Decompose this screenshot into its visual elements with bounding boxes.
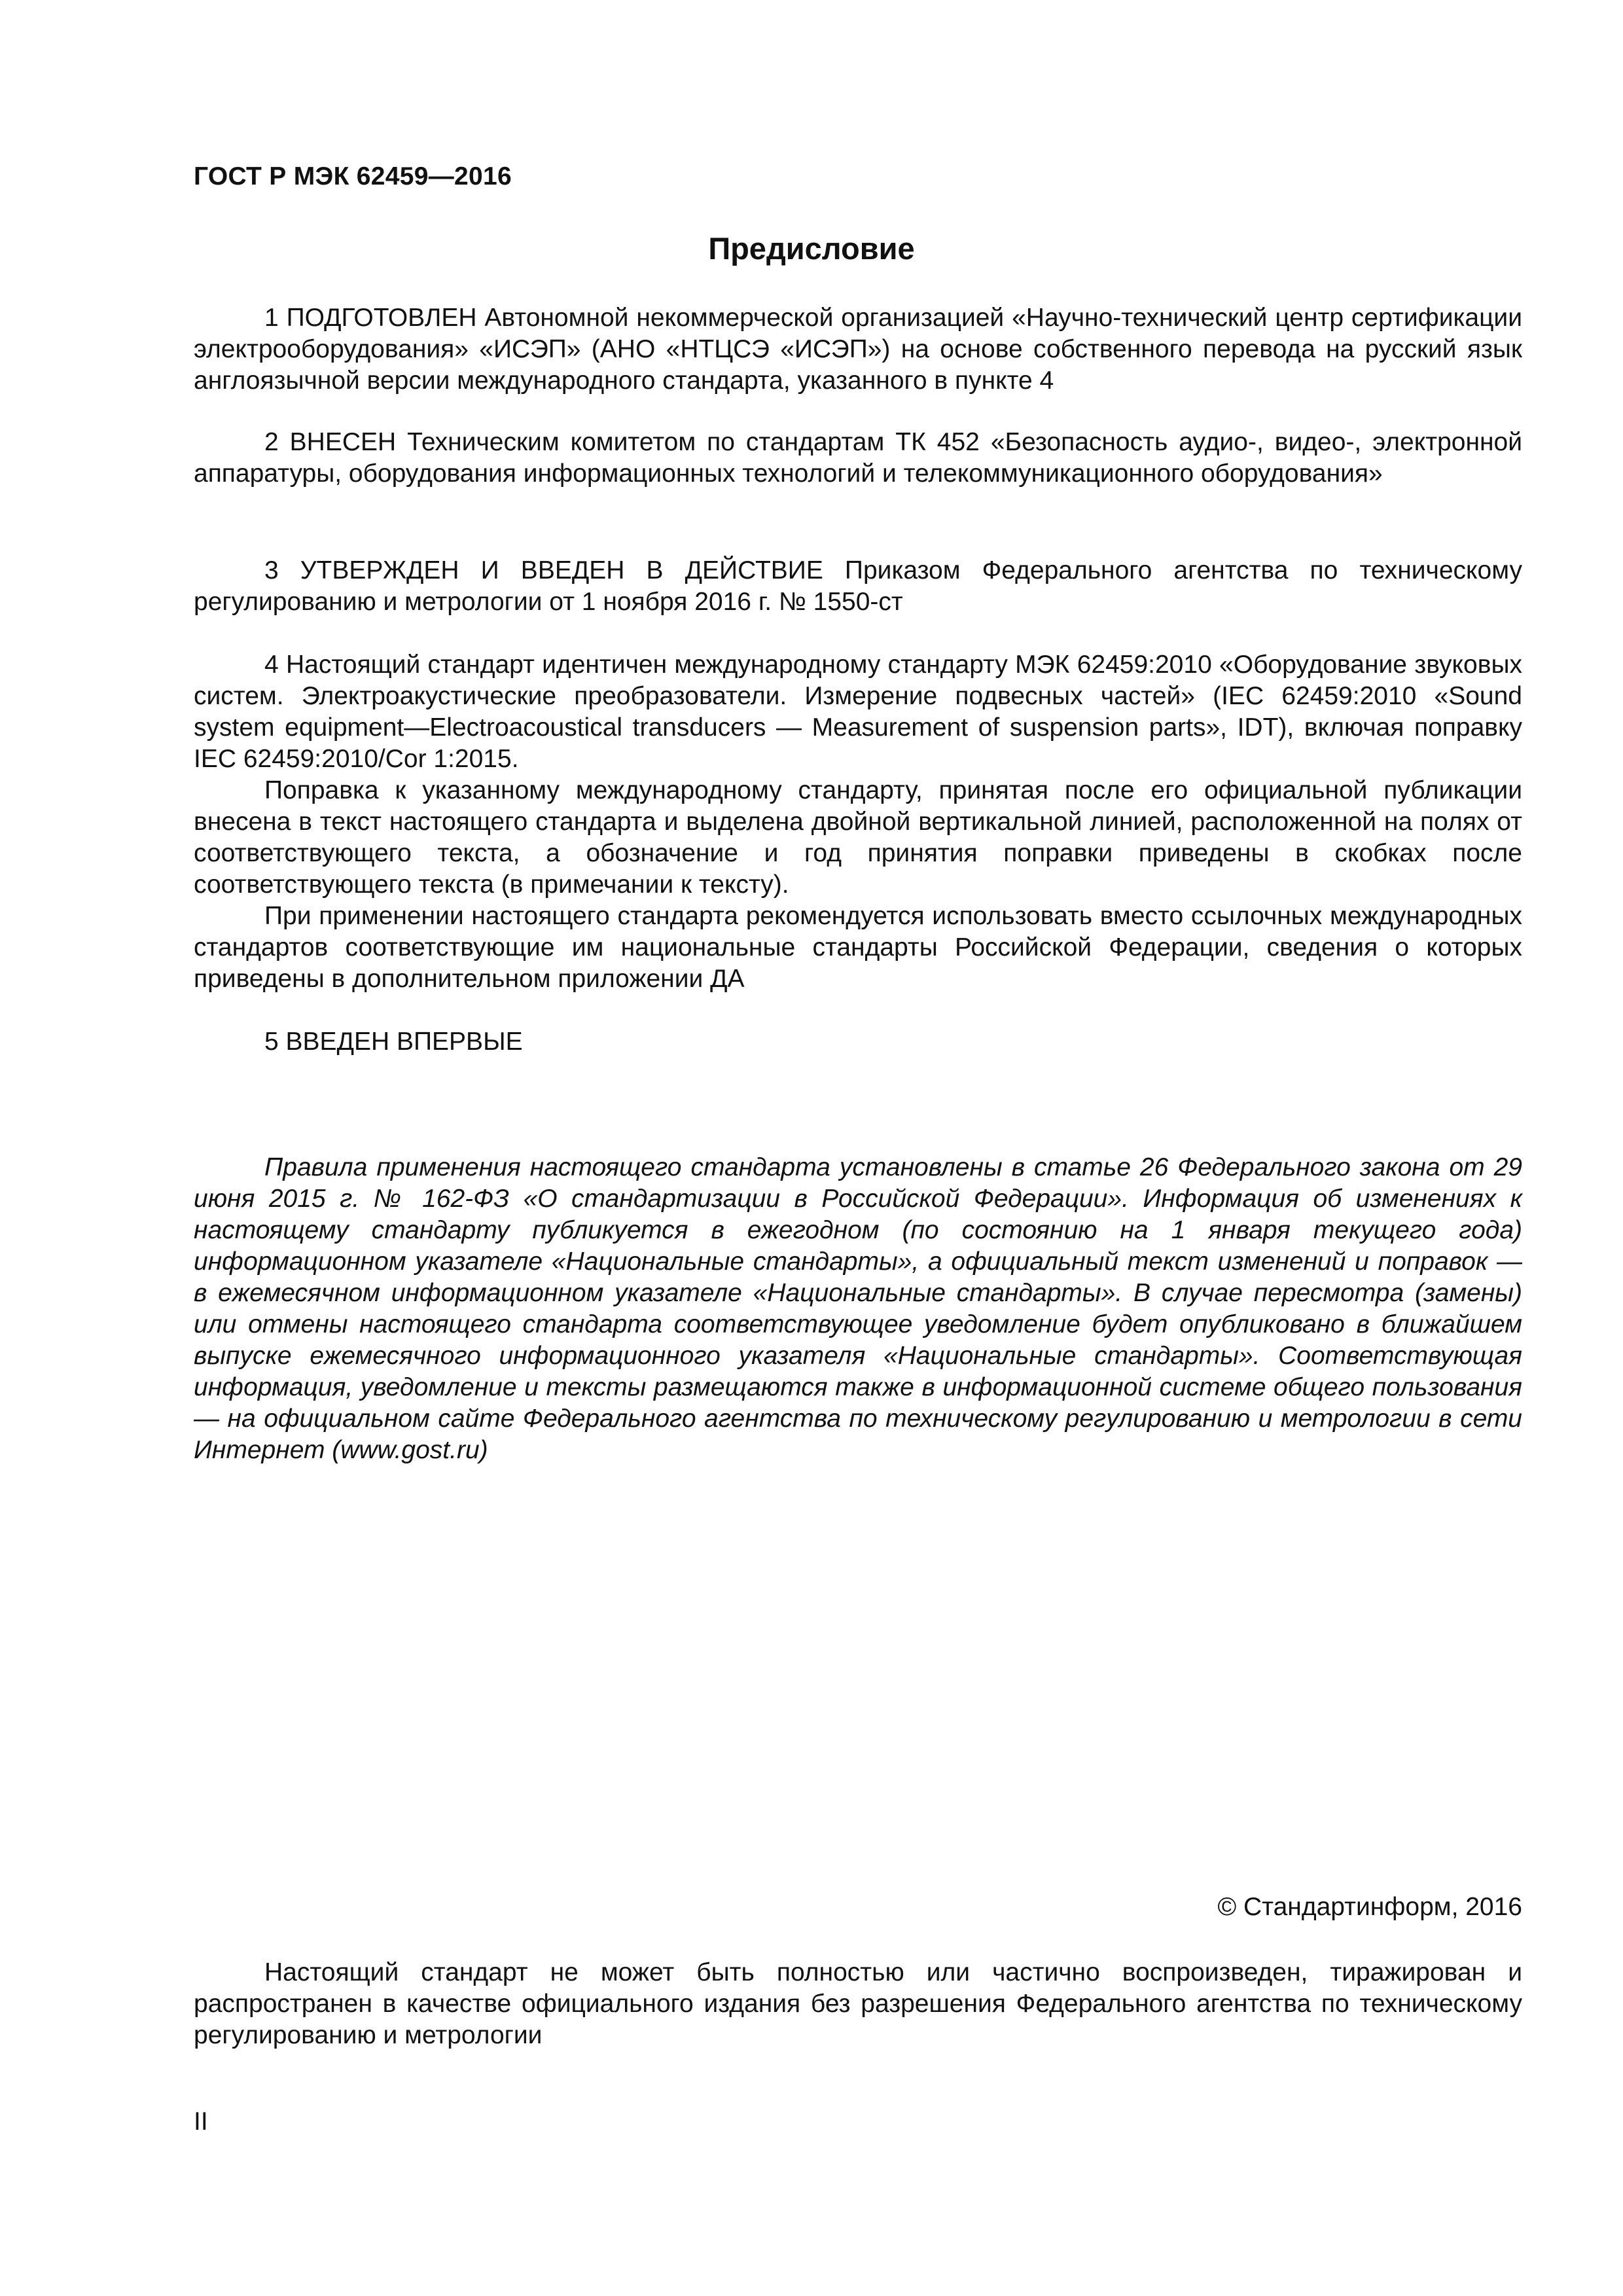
reproduction-notice: Настоящий стандарт не может быть полностью или частично воспроизведен, тиражирован и распространен в качестве официального издания без разрешения Федерального агентства по техническому регулированию и метрологии: [194, 1958, 1522, 2049]
preface-item-4-paragraph-1: 4 Настоящий стандарт идентичен международному стандарту МЭК 62459:2010 «Оборудование звуковых систем. Электроакустические преобразователи. Измерение подвесных частей» (IEC 62459:2010 «Sound system equipment—Electroacoustical transducers — Measurement of suspension parts», IDT), включая поправку IEC 62459:2010/Cor 1:2015.: [194, 651, 1522, 773]
preface-item-1-text: 1 ПОДГОТОВЛЕН Автономной некоммерческой организацией «Научно-технический центр сертификации электрооборудования» «ИСЭП» (АНО «НТЦСЭ «ИСЭП») на основе собственного перевода на русский язык англоязычной версии международного стандарта, указанного в пункте 4: [194, 304, 1522, 395]
preface-item-1: [194, 302, 1522, 397]
preface-item-5-text: 5 ВВЕДЕН ВПЕРВЫЕ: [264, 1028, 523, 1056]
copyright-notice: © Стандартинформ, 2016: [1217, 1893, 1522, 1921]
preface-item-4: [194, 649, 1522, 995]
preface-item-3: [194, 555, 1522, 618]
preface-item-3-text: 3 УТВЕРЖДЕН И ВВЕДЕН В ДЕЙСТВИЕ Приказом Федерального агентства по техническому регулированию и метрологии от 1 ноября 2016 г. № 1550-ст: [194, 556, 1522, 616]
preface-item-5: [194, 1026, 1522, 1058]
preface-item-2-text: 2 ВНЕСЕН Техническим комитетом по стандартам ТК 452 «Безопасность аудио-, видео-, электронной аппаратуры, оборудования информационных технологий и телекоммуникационного оборудования»: [194, 428, 1522, 488]
document-id: ГОСТ Р МЭК 62459—2016: [194, 162, 512, 190]
preface-item-4-paragraph-2: Поправка к указанному международному стандарту, принятая после его официальной публикации внесена в текст настоящего стандарта и выделена двойной вертикальной линией, расположенной на полях от соответствующего текста, а обозначение и год принятия поправки приведены в скобках после соответствующего текста (в примечании к тексту).: [194, 776, 1522, 899]
page-number: II: [194, 2108, 208, 2136]
preface-item-4-paragraph-3: При применении настоящего стандарта рекомендуется использовать вместо ссылочных международных стандартов соответствующие им национальные стандарты Российской Федерации, сведения о которых приведены в дополнительном приложении ДА: [194, 902, 1522, 993]
preface-item-2: [194, 427, 1522, 490]
legal-notice: Правила применения настоящего стандарта установлены в статье 26 Федерального закона от 29 июня 2015 г. № 162-ФЗ «О стандартизации в Российской Федерации». Информация об изменениях к настоящему стандарту публикуется в ежегодном (по состоянию на 1 января текущего года) информационном указателе «Национальные стандарты», а официальный текст изменений и поправок — в ежемесячном информационном указателе «Национальные стандарты». В случае пересмотра (замены) или отмены настоящего стандарта соответствующее уведомление будет опубликовано в ближайшем выпуске ежемесячного информационного указателя «Национальные стандарты». Соответствующая информация, уведомление и тексты размещаются также в информационной системе общего пользования — на официальном сайте Федерального агентства по техническому регулированию и метрологии в сети Интернет (www.gost.ru): [194, 1153, 1522, 1464]
page-title: Предисловие: [708, 231, 915, 266]
